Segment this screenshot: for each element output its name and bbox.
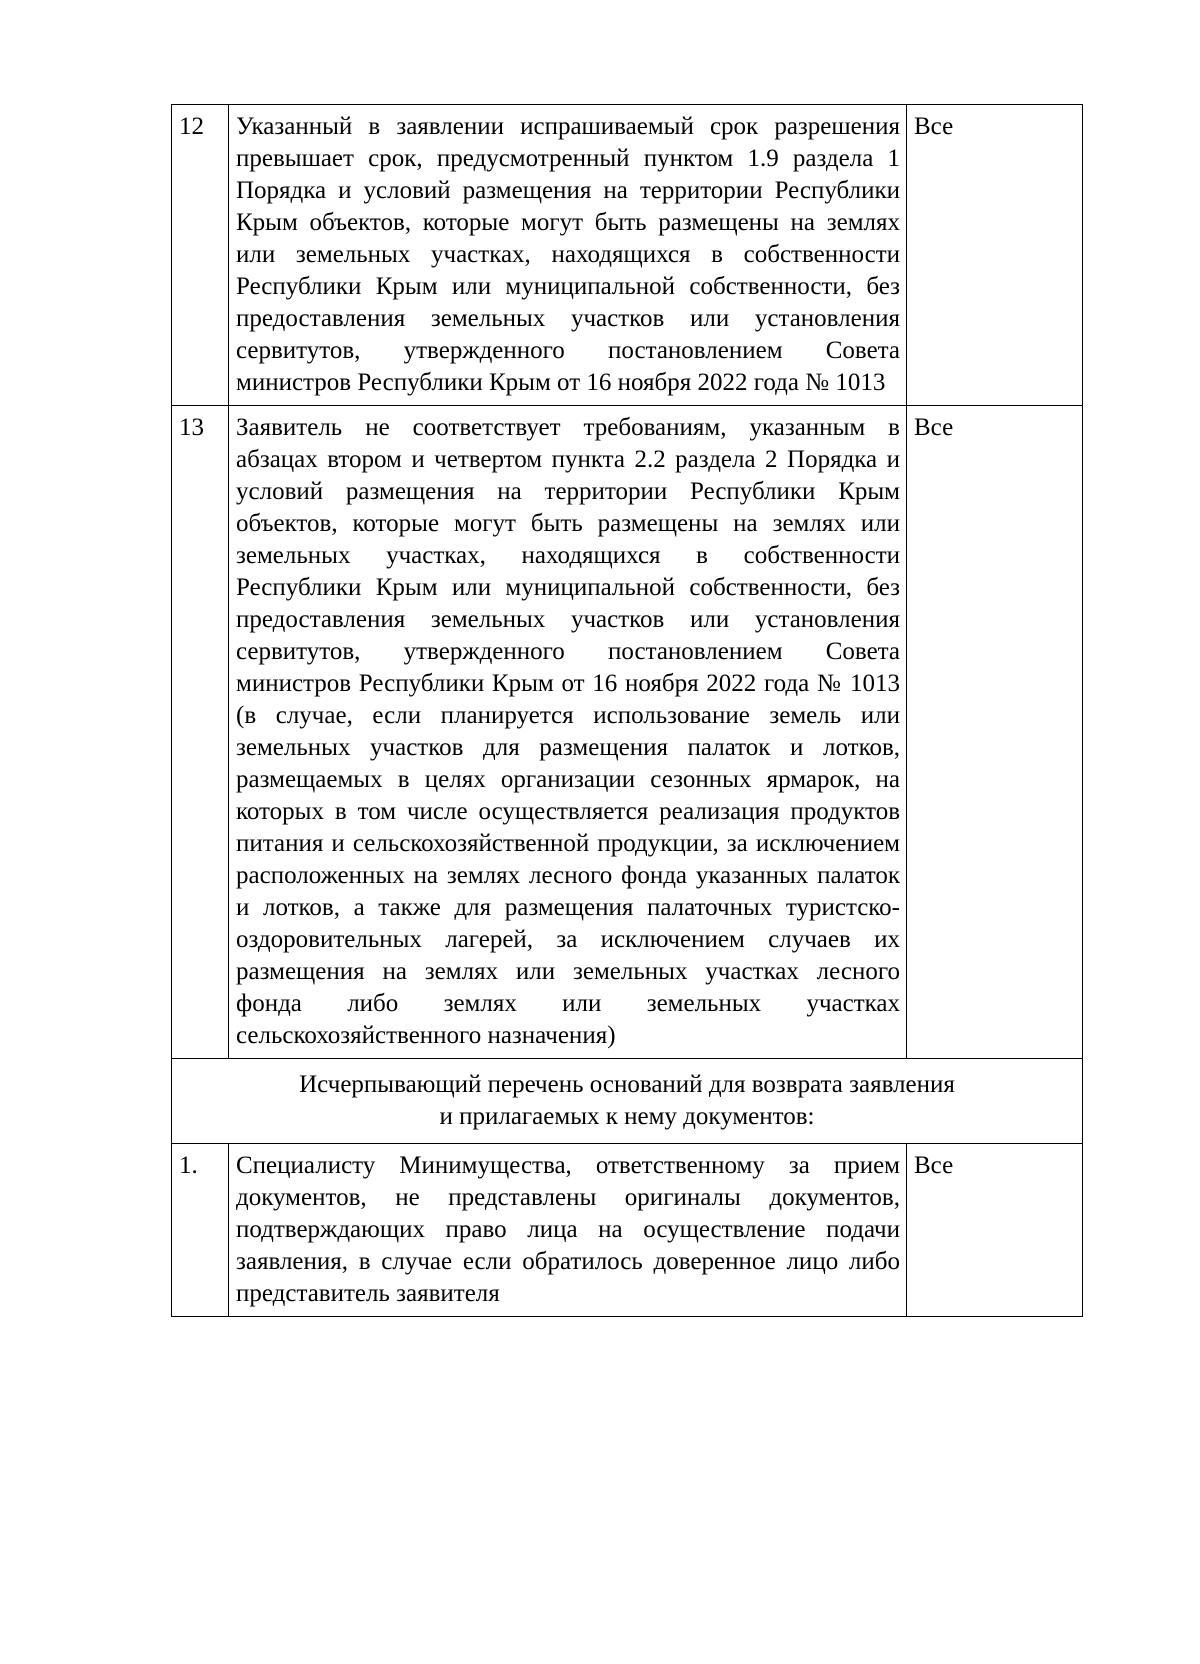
row-applies-to: Все — [907, 406, 1083, 1059]
section-heading-line-2: и прилагаемых к нему документов: — [439, 1103, 815, 1130]
section-heading — [172, 1059, 1083, 1144]
row-text: Указанный в заявлении испрашиваемый срок разрешения превышает срок, предусмотренный пунктом 1.9 раздела 1 Порядка и условий размещения на территории Республики Крым объектов, которые могут быть размещены на землях или земельных участках, находящихся в собственности Республики Крым или муниципальной собственности, без предоставления земельных участков или установления сервитутов, утвержденного постановлением Совета министров Республики Крым от 16 ноября 2022 года № 1013 — [229, 105, 907, 406]
table-row — [172, 1144, 1083, 1317]
row-applies-to: Все — [907, 1144, 1083, 1317]
section-heading-row — [172, 1059, 1083, 1144]
row-number: 13 — [172, 406, 229, 1059]
table-row — [172, 406, 1083, 1059]
section-heading-line-1: Исчерпывающий перечень оснований для возврата заявления — [299, 1071, 955, 1098]
table-row — [172, 105, 1083, 406]
row-number: 1. — [172, 1144, 229, 1317]
row-applies-to: Все — [907, 105, 1083, 406]
row-text: Заявитель не соответствует требованиям, указанным в абзацах втором и четвертом пункта 2.2 раздела 2 Порядка и условий размещения на территории Республики Крым объектов, которые могут быть размещены на землях или земельных участках, находящихся в собственности Республики Крым или муниципальной собственности, без предоставления земельных участков или установления сервитутов, утвержденного постановлением Совета министров Республики Крым от 16 ноября 2022 года № 1013 (в случае, если планируется использование земель или земельных участков для размещения палаток и лотков, размещаемых в целях организации сезонных ярмарок, на которых в том числе осуществляется реализация продуктов питания и сельскохозяйственной продукции, за исключением расположенных на землях лесного фонда указанных палаток и лотков, а также для размещения палаточных туристско-оздоровительных лагерей, за исключением случаев их размещения на землях или земельных участках лесного фонда либо землях или земельных участках сельскохозяйственного назначения) — [229, 406, 907, 1059]
row-number: 12 — [172, 105, 229, 406]
grounds-table — [171, 104, 1083, 1317]
row-text: Специалисту Минимущества, ответственному за прием документов, не представлены оригиналы документов, подтверждающих право лица на осуществление подачи заявления, в случае если обратилось доверенное лицо либо представитель заявителя — [229, 1144, 907, 1317]
